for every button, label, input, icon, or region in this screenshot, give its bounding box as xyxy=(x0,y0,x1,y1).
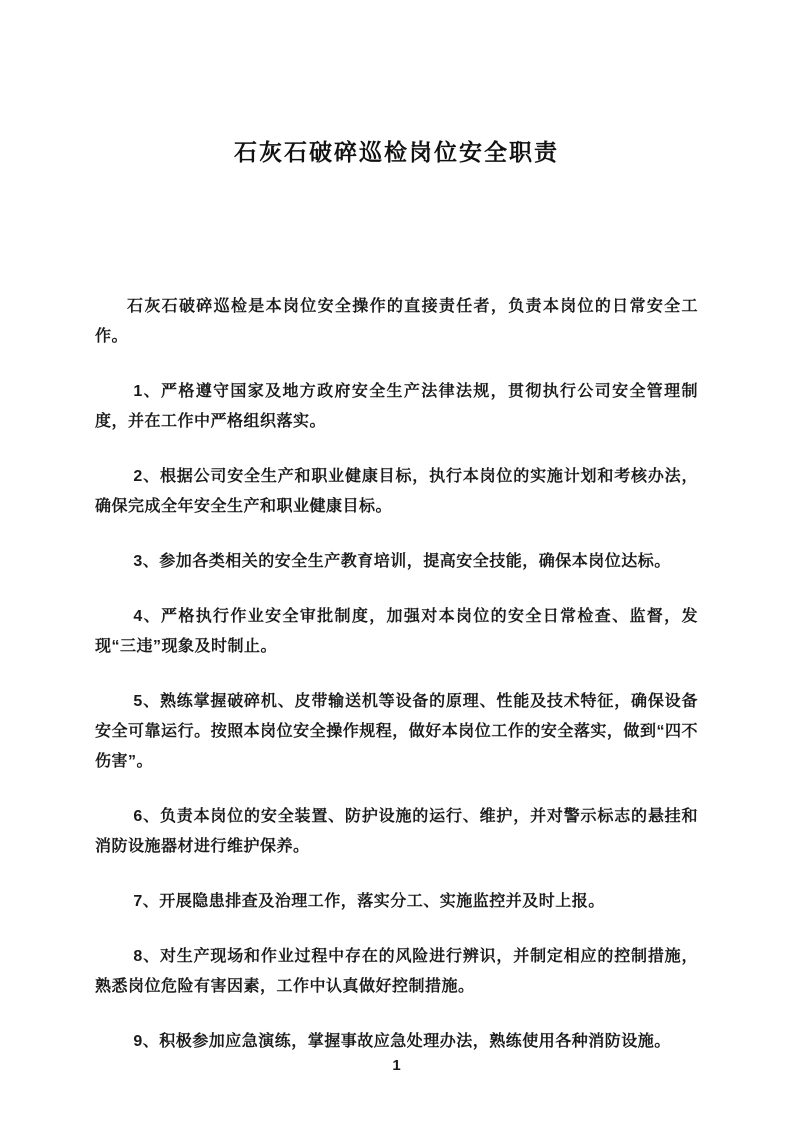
document-body xyxy=(95,292,698,1057)
list-item-2: 2、根据公司安全生产和职业健康目标，执行本岗位的实施计划和考核办法，确保完成全年安全生产和职业健康目标。 xyxy=(95,468,698,515)
list-item-8: 8、对生产现场和作业过程中存在的风险进行辨识，并制定相应的控制措施，熟悉岗位危险有害因素，工作中认真做好控制措施。 xyxy=(95,948,698,995)
list-item-4: 4、严格执行作业安全审批制度，加强对本岗位的安全日常检查、监督，发现“三违”现象及时制止。 xyxy=(95,608,698,655)
list-item-7: 7、开展隐患排查及治理工作，落实分工、实施监控并及时上报。 xyxy=(133,893,605,910)
list-item-1: 1、严格遵守国家及地方政府安全生产法律法规，贯彻执行公司安全管理制度，并在工作中严格组织落实。 xyxy=(95,383,698,430)
list-item-9: 9、积极参加应急演练，掌握事故应急处理办法，熟练使用各种消防设施。 xyxy=(133,1033,671,1050)
intro-paragraph: 石灰石破碎巡检是本岗位安全操作的直接责任者，负责本岗位的日常安全工作。 xyxy=(95,298,698,345)
document-title: 石灰石破碎巡检岗位安全职责 xyxy=(234,139,559,165)
page-number: 1 xyxy=(392,1057,401,1074)
list-item-3: 3、参加各类相关的安全生产教育培训，提高安全技能，确保本岗位达标。 xyxy=(133,553,671,570)
list-item-6: 6、负责本岗位的安全装置、防护设施的运行、维护，并对警示标志的悬挂和消防设施器材进行维护保养。 xyxy=(95,808,698,855)
list-item-5: 5、熟练掌握破碎机、皮带输送机等设备的原理、性能及技术特征，确保设备安全可靠运行。按照本岗位安全操作规程，做好本岗位工作的安全落实，做到“四不伤害”。 xyxy=(95,693,698,770)
